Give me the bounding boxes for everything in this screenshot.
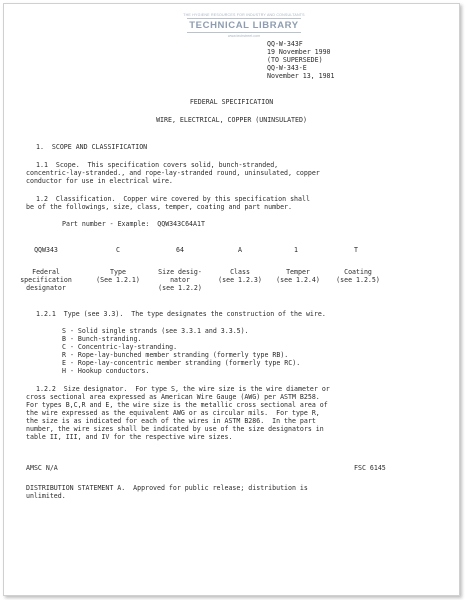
- type-item: R - Rope-lay-bunched member stranding (formerly type RB).: [62, 351, 289, 359]
- size-paragraph-line: number, the wire sizes shall be indicated by use of the size designators in: [26, 425, 324, 433]
- part-label: (see 1.2.2): [158, 284, 202, 292]
- part-code: A: [238, 246, 242, 254]
- size-paragraph-line: cross sectional area expressed as American Wire Gauge (AWG) per ASTM B258.: [26, 393, 320, 401]
- type-item: B - Bunch-stranding.: [62, 335, 142, 343]
- scope-line: 1.1 Scope. This specification covers solid, bunch-stranded,: [36, 161, 279, 169]
- document-subtitle: WIRE, ELECTRICAL, COPPER (UNINSULATED): [156, 116, 307, 124]
- part-label: Class: [230, 268, 250, 276]
- part-label: (see 1.2.4): [276, 276, 320, 284]
- amsc-code: AMSC N/A: [26, 464, 58, 472]
- size-paragraph-line: table II, III, and IV for the respective wire sizes.: [26, 433, 233, 441]
- logo-tagline: THE HYGIENE RESOURCES FOR INDUSTRY AND CONSULTANTS: [183, 13, 305, 17]
- part-label: Temper: [286, 268, 310, 276]
- document-title: FEDERAL SPECIFICATION: [189, 98, 274, 106]
- size-paragraph-line: the size is as indicated for each of the wires in ASTM B286. In the part: [26, 417, 316, 425]
- scope-line: conductor for use in electrical wire.: [26, 177, 173, 185]
- size-paragraph-line: 1.2.2 Size designator. For type S, the wire size is the wire diameter or: [36, 385, 330, 393]
- type-paragraph: 1.2.1 Type (see 3.3). The type designates the construction of the wire.: [36, 310, 326, 318]
- scope-line: concentric-lay-stranded., and rope-lay-stranded round, uninsulated, copper: [26, 169, 320, 177]
- size-paragraph-line: For types B,C,R and E, the wire size is the metallic cross sectional area of: [26, 401, 328, 409]
- part-label: Coating: [344, 268, 372, 276]
- classification-line: 1.2 Classification. Copper wire covered by this specification shall: [36, 195, 310, 203]
- type-item: S - Solid single strands (see 3.3.1 and 3.3.5).: [62, 327, 249, 335]
- part-label: Federal: [32, 268, 60, 276]
- superseded-doc-id: QQ-W-343-E: [267, 64, 307, 72]
- part-number-example: Part number - Example: QQW343C64A1T: [62, 220, 205, 228]
- logo-rule: [187, 18, 301, 19]
- classification-line: be of the followings, size, class, temper, coating and part number.: [26, 203, 292, 211]
- logo-title: TECHNICAL LIBRARY: [189, 20, 299, 31]
- type-item: H - Hookup conductors.: [62, 367, 150, 375]
- superseded-doc-date: November 13, 1981: [267, 72, 335, 80]
- distribution-statement: DISTRIBUTION STATEMENT A. Approved for public release; distribution is: [26, 484, 308, 492]
- size-paragraph-line: the wire expressed as the equivalent AWG or as circular mils. For type R,: [26, 409, 320, 417]
- part-code: 1: [294, 246, 298, 254]
- part-label: specification: [20, 276, 72, 284]
- part-code: 64: [176, 246, 184, 254]
- section-heading: 1. SCOPE AND CLASSIFICATION: [36, 143, 148, 151]
- logo-url: www.techstreet.com: [227, 34, 261, 38]
- logo-rule: [187, 32, 301, 33]
- doc-id: QQ-W-343F: [267, 40, 303, 48]
- type-item: E - Rope-lay-concentric member stranding (formerly type RC).: [62, 359, 301, 367]
- part-label: (See 1.2.1): [96, 276, 140, 284]
- part-code: T: [354, 246, 358, 254]
- part-label: (see 1.2.5): [336, 276, 380, 284]
- doc-date: 19 November 1990: [267, 48, 331, 56]
- supersede-note: (TO SUPERSEDE): [267, 56, 323, 64]
- part-code: QQW343: [34, 246, 58, 254]
- part-label: nator: [170, 276, 190, 284]
- part-code: C: [116, 246, 120, 254]
- distribution-statement: unlimited.: [26, 492, 66, 500]
- part-label: Size desig-: [158, 268, 202, 276]
- document-page: [3, 3, 460, 596]
- part-label: (see 1.2.3): [218, 276, 262, 284]
- part-label: designator: [26, 284, 66, 292]
- type-item: C - Concentric-lay-stranding.: [62, 343, 178, 351]
- part-label: Type: [110, 268, 126, 276]
- fsc-code: FSC 6145: [354, 464, 386, 472]
